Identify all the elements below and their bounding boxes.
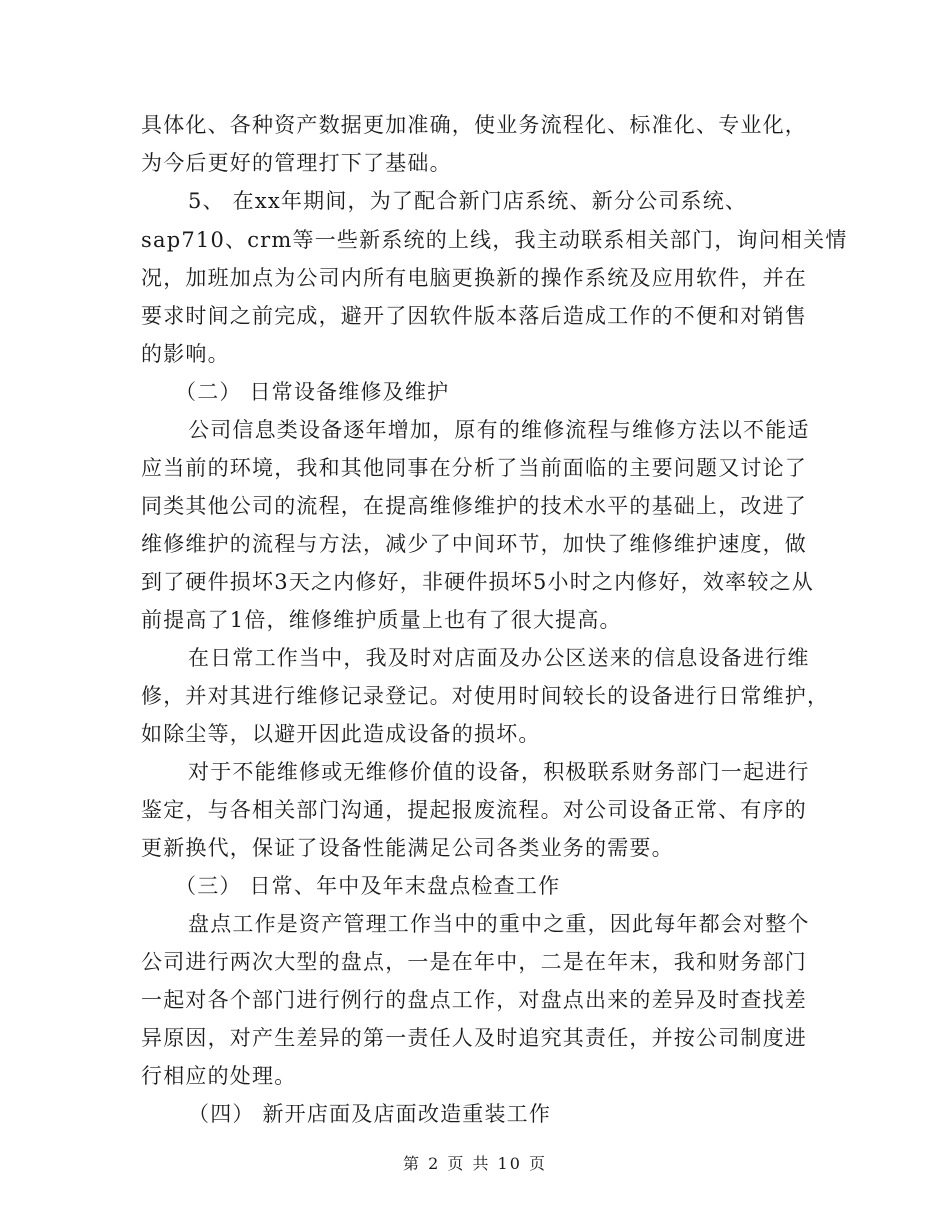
text-line: 修，并对其进行维修记录登记。对使用时间较长的设备进行日常维护，	[141, 684, 830, 708]
text-line: 在日常工作当中，我及时对店面及办公区送来的信息设备进行维	[188, 646, 810, 670]
text-line: 公司进行两次大型的盘点，一是在年中，二是在年末，我和财务部门	[141, 950, 807, 974]
text-line: 要求时间之前完成，避开了因软件版本落后造成工作的不便和对销售	[141, 304, 807, 328]
text-line: 况，加班加点为公司内所有电脑更换新的操作系统及应用软件，并在	[141, 266, 807, 290]
text-line: 异原因，对产生差异的第一责任人及时追究其责任，并按公司制度进	[141, 1026, 807, 1050]
text-line: 应当前的环境，我和其他同事在分析了当前面临的主要问题又讨论了	[141, 456, 807, 480]
text-line: 如除尘等，以避开因此造成设备的损坏。	[141, 722, 541, 746]
text-line: 同类其他公司的流程，在提高维修维护的技术水平的基础上，改进了	[141, 494, 807, 518]
text-line: 鉴定，与各相关部门沟通，提起报废流程。对公司设备正常、有序的	[141, 798, 807, 822]
text-line: 更新换代，保证了设备性能满足公司各类业务的需要。	[141, 836, 674, 860]
text-line: 一起对各个部门进行例行的盘点工作，对盘点出来的差异及时查找差	[141, 988, 807, 1012]
text-line: 行相应的处理。	[141, 1064, 297, 1088]
text-line: 到了硬件损坏3天之内修好，非硬件损坏5小时之内修好，效率较之从	[141, 570, 814, 594]
text-line: sap710、crm等一些新系统的上线，我主动联系相关部门，询问相关情	[141, 228, 848, 252]
text-line: 维修维护的流程与方法，减少了中间环节，加快了维修维护速度，做	[141, 532, 807, 556]
text-line: 前提高了1倍，维修维护质量上也有了很大提高。	[141, 608, 622, 632]
text-line: 的影响。	[141, 342, 230, 366]
text-line: 为今后更好的管理打下了基础。	[141, 151, 452, 175]
text-line: 5、 在xx年期间，为了配合新门店系统、新分公司系统、	[188, 189, 748, 213]
text-line: 对于不能维修或无维修价值的设备，积极联系财务部门一起进行	[188, 760, 810, 784]
text-line: 公司信息类设备逐年增加，原有的维修流程与维修方法以不能适	[188, 418, 810, 442]
page-number-footer: 第 2 页 共 10 页	[403, 1154, 547, 1173]
text-line: 盘点工作是资产管理工作当中的重中之重，因此每年都会对整个	[188, 912, 810, 936]
section-heading: （四） 新开店面及店面改造重装工作	[188, 1102, 552, 1126]
section-heading: （二） 日常设备维修及维护	[175, 380, 450, 404]
section-heading: （三） 日常、年中及年末盘点检查工作	[175, 874, 561, 898]
text-line: 具体化、各种资产数据更加准确，使业务流程化、标准化、专业化，	[141, 113, 807, 137]
